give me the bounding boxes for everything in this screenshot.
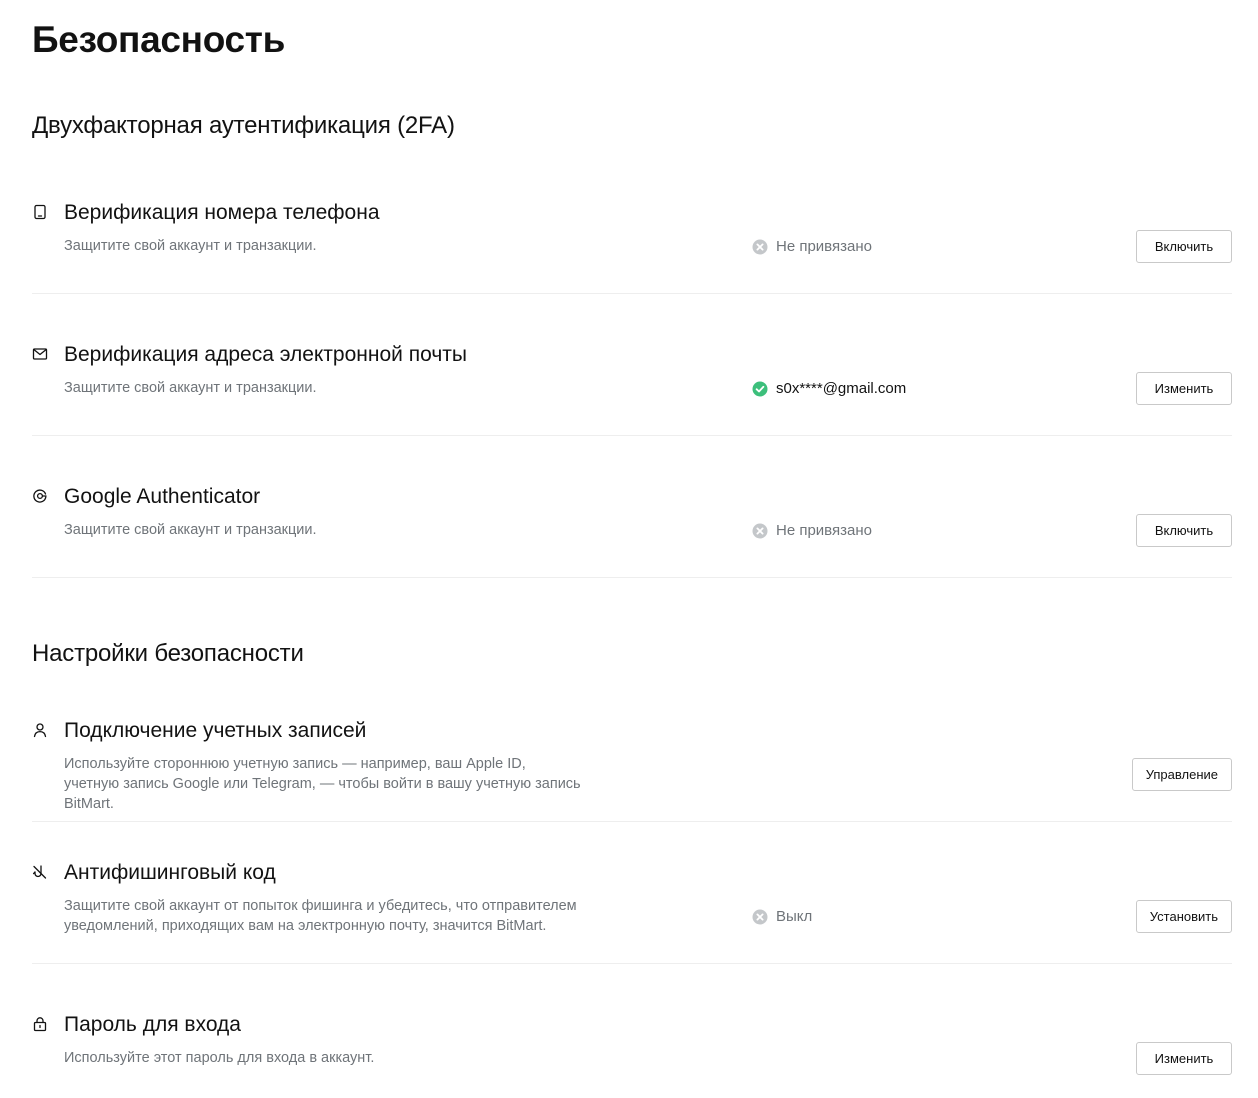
mail-icon xyxy=(32,346,48,362)
list-item-account-connections xyxy=(32,712,1232,822)
check-circle-icon xyxy=(752,381,768,397)
lock-icon xyxy=(32,1016,48,1032)
row-description: Используйте этот пароль для входа в аккаунт. xyxy=(64,1050,375,1066)
list-item-anti-phishing-code xyxy=(32,854,1232,964)
x-circle-icon xyxy=(752,523,768,539)
manage-accounts-button[interactable]: Управление xyxy=(1132,758,1232,791)
google-authenticator-icon xyxy=(32,488,48,504)
page-title: Безопасность xyxy=(32,19,286,60)
section-title-2fa: Двухфакторная аутентификация (2FA) xyxy=(32,112,455,139)
status-badge xyxy=(752,380,906,398)
list-item-google-authenticator xyxy=(32,478,1232,578)
enable-phone-button[interactable]: Включить xyxy=(1136,230,1232,263)
row-description: Защитите свой аккаунт от попыток фишинга и убедитесь, что отправителем уведомлений, приходящих вам на электронную почту, значится BitMart. xyxy=(64,898,577,934)
row-description: Используйте стороннюю учетную запись — например, ваш Apple ID, учетную запись Google или Telegram, — чтобы войти в вашу учетную запись BitMart. xyxy=(64,756,581,812)
list-item-email-verification xyxy=(32,336,1232,436)
enable-google-authenticator-button[interactable]: Включить xyxy=(1136,514,1232,547)
row-description: Защитите свой аккаунт и транзакции. xyxy=(64,238,317,254)
x-circle-icon xyxy=(752,909,768,925)
list-item-phone-verification xyxy=(32,194,1232,294)
row-title: Подключение учетных записей xyxy=(64,719,367,742)
status-text: Не привязано xyxy=(776,238,872,255)
set-anti-phishing-button[interactable]: Установить xyxy=(1136,900,1232,933)
section-title-security-settings: Настройки безопасности xyxy=(32,640,304,667)
row-title: Google Authenticator xyxy=(64,485,261,508)
change-email-button[interactable]: Изменить xyxy=(1136,372,1232,405)
status-text: Не привязано xyxy=(776,522,872,539)
row-description: Защитите свой аккаунт и транзакции. xyxy=(64,522,317,538)
status-badge xyxy=(752,522,872,540)
anti-phishing-hook-icon xyxy=(32,864,48,880)
x-circle-icon xyxy=(752,239,768,255)
row-title: Верификация номера телефона xyxy=(64,201,380,224)
row-title: Пароль для входа xyxy=(64,1013,241,1036)
row-title: Антифишинговый код xyxy=(64,861,276,884)
status-badge xyxy=(752,238,872,256)
row-title: Верификация адреса электронной почты xyxy=(64,343,467,366)
status-text: s0x****@gmail.com xyxy=(776,380,907,397)
change-password-button[interactable]: Изменить xyxy=(1136,1042,1232,1075)
phone-icon xyxy=(32,204,48,220)
user-icon xyxy=(32,722,48,738)
list-item-login-password xyxy=(32,1006,1232,1098)
status-text: Выкл xyxy=(776,908,813,925)
row-description: Защитите свой аккаунт и транзакции. xyxy=(64,380,317,396)
status-badge xyxy=(752,908,812,926)
